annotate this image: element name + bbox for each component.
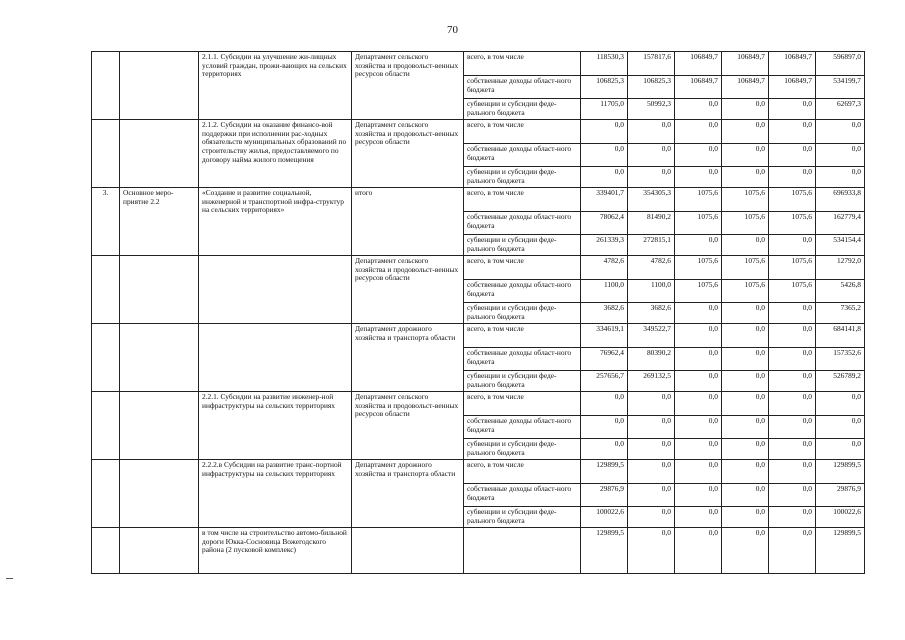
value-cell: 106825,3 <box>628 76 675 99</box>
value-cell: 0,0 <box>722 484 769 507</box>
value-cell: 29876,9 <box>816 484 865 507</box>
value-cell: 0,0 <box>675 371 722 392</box>
value-cell: 0,0 <box>675 120 722 144</box>
value-cell: 157817,6 <box>628 52 675 76</box>
funding-source-cell: всего, в том числе <box>464 324 581 348</box>
value-cell: 0,0 <box>628 144 675 167</box>
event-cell <box>120 460 199 528</box>
value-cell: 1075,6 <box>769 280 816 303</box>
value-cell: 162779,4 <box>816 212 865 235</box>
value-cell: 1075,6 <box>675 280 722 303</box>
value-cell: 0,0 <box>769 120 816 144</box>
funding-source-cell: всего, в том числе <box>464 392 581 416</box>
executor-cell: Департамент дорожного хозяйства и транспорта области <box>352 460 464 528</box>
value-cell: 0,0 <box>628 167 675 188</box>
value-cell: 29876,9 <box>581 484 628 507</box>
value-cell: 157352,6 <box>816 348 865 371</box>
subevent-cell: 2.2.2.в Субсидии на развитие транс-портной инфраструктуры на сельских территориях <box>199 460 352 528</box>
table-row <box>92 188 865 212</box>
value-cell: 0,0 <box>675 507 722 528</box>
table-row <box>92 52 865 76</box>
executor-cell <box>352 528 464 574</box>
value-cell: 0,0 <box>769 439 816 460</box>
value-cell: 0,0 <box>675 484 722 507</box>
subevent-cell <box>199 256 352 324</box>
value-cell: 0,0 <box>581 416 628 439</box>
value-cell: 534154,4 <box>816 235 865 256</box>
table-row <box>92 460 865 484</box>
value-cell: 0,0 <box>769 484 816 507</box>
row-number <box>92 324 120 392</box>
executor-cell: итого <box>352 188 464 256</box>
value-cell: 684141,8 <box>816 324 865 348</box>
page-number: 70 <box>447 24 458 36</box>
value-cell: 0,0 <box>675 144 722 167</box>
value-cell: 0,0 <box>769 507 816 528</box>
value-cell: 0,0 <box>722 392 769 416</box>
value-cell: 129899,5 <box>816 460 865 484</box>
value-cell: 3682,6 <box>581 303 628 324</box>
value-cell: 106849,7 <box>722 52 769 76</box>
value-cell: 0,0 <box>722 303 769 324</box>
funding-source-cell: всего, в том числе <box>464 460 581 484</box>
value-cell: 0,0 <box>628 528 675 574</box>
value-cell: 526789,2 <box>816 371 865 392</box>
value-cell: 7365,2 <box>816 303 865 324</box>
value-cell: 0,0 <box>722 371 769 392</box>
table-row <box>92 256 865 280</box>
value-cell: 0,0 <box>675 392 722 416</box>
value-cell: 334619,1 <box>581 324 628 348</box>
executor-cell: Департамент сельского хозяйства и продовольст-венных ресурсов области <box>352 256 464 324</box>
value-cell: 0,0 <box>769 235 816 256</box>
value-cell: 106849,7 <box>675 52 722 76</box>
table-container <box>91 51 865 574</box>
value-cell: 0,0 <box>816 392 865 416</box>
value-cell: 3682,6 <box>628 303 675 324</box>
row-number: 3. <box>92 188 120 256</box>
value-cell: 1075,6 <box>769 212 816 235</box>
value-cell: 0,0 <box>722 144 769 167</box>
table-row <box>92 120 865 144</box>
funding-source-cell <box>464 528 581 574</box>
value-cell: 261339,3 <box>581 235 628 256</box>
value-cell: 78062,4 <box>581 212 628 235</box>
funding-source-cell: собственные доходы област-ного бюджета <box>464 416 581 439</box>
value-cell: 0,0 <box>581 439 628 460</box>
value-cell: 62697,3 <box>816 99 865 120</box>
value-cell: 1075,6 <box>769 188 816 212</box>
value-cell: 5426,8 <box>816 280 865 303</box>
table-body <box>92 52 865 574</box>
value-cell: 0,0 <box>581 392 628 416</box>
value-cell: 1075,6 <box>675 188 722 212</box>
value-cell: 106825,3 <box>581 76 628 99</box>
funding-source-cell: субвенции и субсидии феде-рального бюджета <box>464 371 581 392</box>
value-cell: 0,0 <box>816 120 865 144</box>
value-cell: 0,0 <box>581 167 628 188</box>
value-cell: 0,0 <box>769 303 816 324</box>
funding-source-cell: всего, в том числе <box>464 120 581 144</box>
value-cell: 76962,4 <box>581 348 628 371</box>
value-cell: 0,0 <box>675 460 722 484</box>
subevent-cell: в том числе на строительство автомо-бильной дороги Юкка-Сосновица Вожегодского района (2 пусковой комплекс) <box>199 528 352 574</box>
value-cell: 0,0 <box>675 439 722 460</box>
value-cell: 272815,1 <box>628 235 675 256</box>
value-cell: 4782,6 <box>628 256 675 280</box>
value-cell: 354305,3 <box>628 188 675 212</box>
value-cell: 0,0 <box>769 144 816 167</box>
value-cell: 0,0 <box>581 120 628 144</box>
value-cell: 106849,7 <box>769 76 816 99</box>
funding-source-cell: собственные доходы област-ного бюджета <box>464 280 581 303</box>
value-cell: 0,0 <box>722 507 769 528</box>
event-cell <box>120 52 199 120</box>
value-cell: 0,0 <box>769 371 816 392</box>
value-cell: 118530,3 <box>581 52 628 76</box>
value-cell: 0,0 <box>816 416 865 439</box>
subevent-cell: 2.1.2. Субсидии на оказание финансо-вой поддержки при исполнении рас-ходных обязательств муниципальных образований по строительству жилья, предоставляемого по договору найма жилого помещения <box>199 120 352 188</box>
value-cell: 1100,0 <box>581 280 628 303</box>
value-cell: 269132,5 <box>628 371 675 392</box>
value-cell: 0,0 <box>581 144 628 167</box>
funding-source-cell: собственные доходы област-ного бюджета <box>464 76 581 99</box>
value-cell: 1075,6 <box>722 212 769 235</box>
value-cell: 1075,6 <box>722 188 769 212</box>
value-cell: 349522,7 <box>628 324 675 348</box>
value-cell: 0,0 <box>722 460 769 484</box>
value-cell: 0,0 <box>675 99 722 120</box>
value-cell: 257656,7 <box>581 371 628 392</box>
value-cell: 0,0 <box>769 167 816 188</box>
value-cell: 0,0 <box>628 507 675 528</box>
value-cell: 4782,6 <box>581 256 628 280</box>
funding-source-cell: субвенции и субсидии феде-рального бюджета <box>464 303 581 324</box>
value-cell: 100022,6 <box>816 507 865 528</box>
funding-source-cell: собственные доходы област-ного бюджета <box>464 144 581 167</box>
value-cell: 1075,6 <box>722 280 769 303</box>
event-cell <box>120 528 199 574</box>
executor-cell: Департамент сельского хозяйства и продовольст-венных ресурсов области <box>352 392 464 460</box>
value-cell: 1075,6 <box>675 256 722 280</box>
value-cell: 0,0 <box>722 348 769 371</box>
value-cell: 0,0 <box>769 392 816 416</box>
subevent-cell: 2.1.1. Субсидии на улучшение жи-лищных условий граждан, прожи-вающих на сельских территориях <box>199 52 352 120</box>
value-cell: 1075,6 <box>769 256 816 280</box>
row-number <box>92 120 120 188</box>
value-cell: 0,0 <box>675 528 722 574</box>
executor-cell: Департамент сельского хозяйства и продовольст-венных ресурсов области <box>352 120 464 188</box>
value-cell: 0,0 <box>675 324 722 348</box>
value-cell: 339401,7 <box>581 188 628 212</box>
funding-source-cell: субвенции и субсидии феде-рального бюджета <box>464 439 581 460</box>
event-cell <box>120 392 199 460</box>
value-cell: 0,0 <box>675 235 722 256</box>
funding-source-cell: субвенции и субсидии феде-рального бюджета <box>464 99 581 120</box>
value-cell: 0,0 <box>769 324 816 348</box>
row-number <box>92 392 120 460</box>
value-cell: 129899,5 <box>581 528 628 574</box>
value-cell: 100022,6 <box>581 507 628 528</box>
funding-source-cell: собственные доходы област-ного бюджета <box>464 212 581 235</box>
value-cell: 0,0 <box>769 416 816 439</box>
value-cell: 1075,6 <box>675 212 722 235</box>
value-cell: 0,0 <box>722 99 769 120</box>
value-cell: 534199,7 <box>816 76 865 99</box>
value-cell: 0,0 <box>628 120 675 144</box>
value-cell: 11705,0 <box>581 99 628 120</box>
subevent-cell <box>199 324 352 392</box>
executor-cell: Департамент сельского хозяйства и продовольст-венных ресурсов области <box>352 52 464 120</box>
funding-source-cell: всего, в том числе <box>464 256 581 280</box>
value-cell: 0,0 <box>722 167 769 188</box>
value-cell: 0,0 <box>675 416 722 439</box>
value-cell: 0,0 <box>816 144 865 167</box>
executor-cell: Департамент дорожного хозяйства и транспорта области <box>352 324 464 392</box>
value-cell: 80390,2 <box>628 348 675 371</box>
event-cell <box>120 120 199 188</box>
funding-source-cell: субвенции и субсидии феде-рального бюджета <box>464 167 581 188</box>
row-number <box>92 256 120 324</box>
value-cell: 0,0 <box>722 416 769 439</box>
value-cell: 106849,7 <box>769 52 816 76</box>
edge-mark <box>6 578 13 579</box>
row-number <box>92 528 120 574</box>
value-cell: 0,0 <box>769 348 816 371</box>
value-cell: 596897,0 <box>816 52 865 76</box>
value-cell: 0,0 <box>722 324 769 348</box>
value-cell: 106849,7 <box>722 76 769 99</box>
budget-table <box>91 51 865 574</box>
value-cell: 0,0 <box>628 484 675 507</box>
funding-source-cell: субвенции и субсидии феде-рального бюджета <box>464 235 581 256</box>
value-cell: 0,0 <box>769 460 816 484</box>
value-cell: 0,0 <box>722 439 769 460</box>
value-cell: 0,0 <box>816 439 865 460</box>
value-cell: 1075,6 <box>722 256 769 280</box>
subevent-cell: 2.2.1. Субсидии на развитие инженер-ной инфраструктуры на сельских территориях <box>199 392 352 460</box>
event-cell <box>120 324 199 392</box>
value-cell: 129899,5 <box>581 460 628 484</box>
row-number <box>92 460 120 528</box>
value-cell: 81490,2 <box>628 212 675 235</box>
value-cell: 12792,0 <box>816 256 865 280</box>
value-cell: 106849,7 <box>675 76 722 99</box>
subevent-cell: «Создание и развитие социальной, инженерной и транспортной инфра-структур на сельских территориях» <box>199 188 352 256</box>
value-cell: 0,0 <box>722 120 769 144</box>
table-row <box>92 392 865 416</box>
value-cell: 0,0 <box>675 348 722 371</box>
value-cell: 0,0 <box>628 416 675 439</box>
value-cell: 0,0 <box>675 303 722 324</box>
value-cell: 0,0 <box>769 528 816 574</box>
table-row <box>92 324 865 348</box>
table-row <box>92 528 865 574</box>
value-cell: 0,0 <box>769 99 816 120</box>
funding-source-cell: всего, в том числе <box>464 188 581 212</box>
funding-source-cell: собственные доходы област-ного бюджета <box>464 484 581 507</box>
value-cell: 0,0 <box>628 439 675 460</box>
value-cell: 0,0 <box>722 528 769 574</box>
value-cell: 0,0 <box>722 235 769 256</box>
value-cell: 129899,5 <box>816 528 865 574</box>
funding-source-cell: всего, в том числе <box>464 52 581 76</box>
value-cell: 0,0 <box>675 167 722 188</box>
event-cell <box>120 256 199 324</box>
row-number <box>92 52 120 120</box>
funding-source-cell: собственные доходы област-ного бюджета <box>464 348 581 371</box>
value-cell: 0,0 <box>816 167 865 188</box>
funding-source-cell: субвенции и субсидии феде-рального бюджета <box>464 507 581 528</box>
value-cell: 0,0 <box>628 460 675 484</box>
value-cell: 50992,3 <box>628 99 675 120</box>
event-cell: Основное меро-приятие 2.2 <box>120 188 199 256</box>
value-cell: 1100,0 <box>628 280 675 303</box>
value-cell: 0,0 <box>628 392 675 416</box>
value-cell: 696933,8 <box>816 188 865 212</box>
